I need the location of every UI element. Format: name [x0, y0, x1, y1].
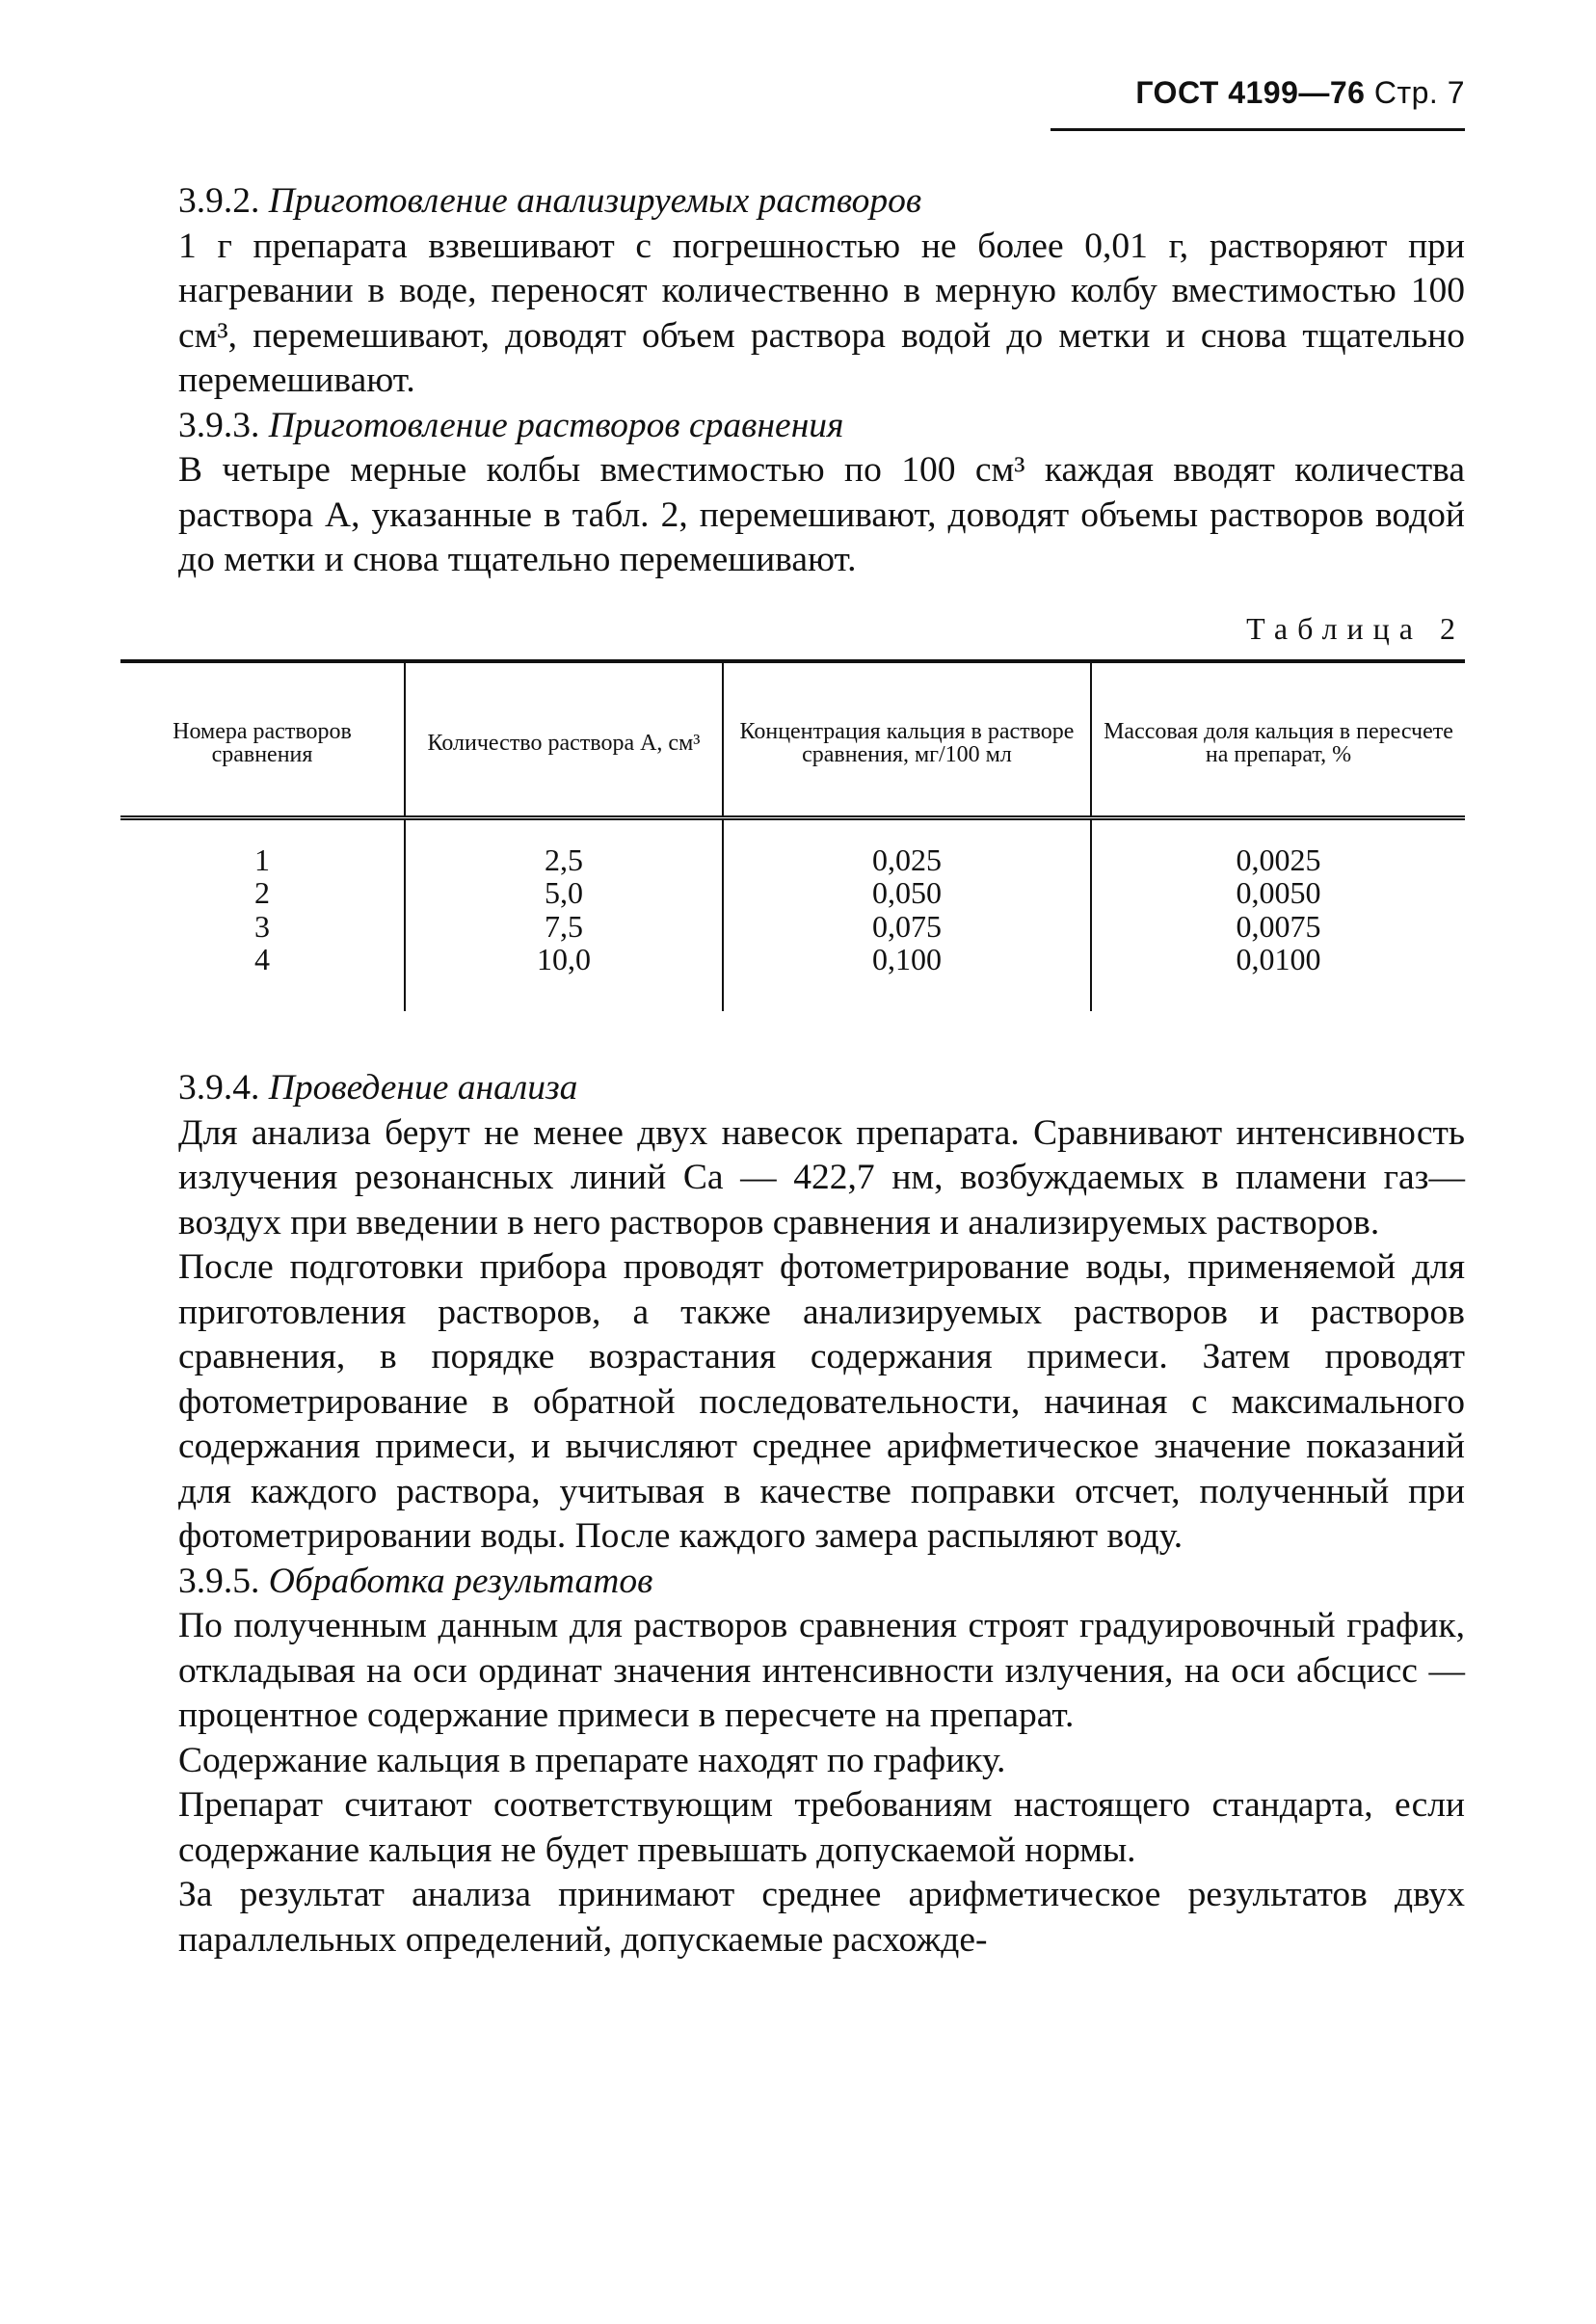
- section-395-number: 3.9.5.: [178, 1561, 260, 1601]
- section-394-para-1: Для анализа берут не менее двух навесок препарата. Сравнивают интенсивность излучения резонансных линий Ca — 422,7 нм, возбуждаемых в пламени газ—воздух при введении в него растворов сравнения и анализируемых растворов.: [178, 1112, 1465, 1242]
- section-394-title: Проведение анализа: [268, 1068, 578, 1108]
- table-caption: Таблица 2: [1246, 611, 1465, 646]
- table-cell: 0,0050: [1236, 875, 1321, 910]
- table-row: [120, 817, 1465, 1011]
- reference-solutions-table: [120, 659, 1465, 1011]
- header-volume: Количество раствора А, см³: [405, 661, 723, 817]
- section-395-para-2: Содержание кальция в препарате находят по графику.: [178, 1740, 1006, 1780]
- section-393-heading: [178, 404, 1465, 449]
- section-392-title: Приготовление анализируемых растворов: [268, 181, 922, 221]
- table-cell: 0,0100: [1236, 942, 1321, 976]
- gost-number: ГОСТ 4199—76: [1135, 75, 1366, 110]
- table-cell: 5,0: [545, 875, 583, 910]
- header-concentration: Концентрация кальция в растворе сравнения, мг/100 мл: [723, 661, 1091, 817]
- table-cell: 0,100: [872, 942, 942, 976]
- section-393-text: В четыре мерные колбы вместимостью по 100 см³ каждая вводят количества раствора А, указанные в табл. 2, перемешивают, доводят объемы растворов водой до метки и снова тщательно перемешивают.: [178, 450, 1465, 579]
- table-cell: 7,5: [545, 908, 583, 944]
- running-header: [1051, 75, 1465, 131]
- column-mass-fraction: [1091, 817, 1465, 1011]
- table-cell: 4: [254, 942, 270, 976]
- table-header-row: [120, 661, 1465, 817]
- sections-392-393: [178, 179, 1465, 583]
- section-395-para-3: Препарат считают соответствующим требованиям настоящего стандарта, если содержание кальция не будет превышать допускаемой нормы.: [178, 1785, 1465, 1870]
- section-392-number: 3.9.2.: [178, 181, 260, 221]
- table-cell: 3: [254, 908, 270, 944]
- table-cell: 0,0075: [1236, 908, 1321, 944]
- table-cell: 10,0: [537, 942, 591, 976]
- section-393-number: 3.9.3.: [178, 405, 260, 445]
- column-solution-number: [120, 817, 405, 1011]
- section-394-heading: [178, 1066, 1465, 1111]
- section-395-heading: [178, 1560, 1465, 1605]
- sections-394-395: [178, 1066, 1465, 1963]
- table-cell: 1: [254, 841, 270, 877]
- section-395-title: Обработка результатов: [268, 1561, 653, 1601]
- section-392-text: 1 г препарата взвешивают с погрешностью не более 0,01 г, растворяют при нагревании в воде, переносят количественно в мерную колбу вместимостью 100 см³, перемешивают, доводят объем раствора водой до метки и снова тщательно перемешивают.: [178, 226, 1465, 400]
- header-solution-number: Номера растворов сравнения: [173, 718, 352, 767]
- table-cell: 2: [254, 875, 270, 910]
- table-cell: 2,5: [545, 841, 583, 877]
- section-394-para-2: После подготовки прибора проводят фотометрирование воды, применяемой для приготовления растворов, а также анализируемых растворов и растворов сравнения, в порядке возрастания содержания примеси. Затем проводят фотометрирование в обратной последовательности, начиная с максимального содержания примеси, и вычисляют среднее арифметическое значение показаний для каждого раствора, учитывая в качестве поправки отсчет, полученный при фотометрировании воды. После каждого замера распыляют воду.: [178, 1247, 1465, 1556]
- page-number: Стр. 7: [1373, 75, 1465, 110]
- section-393-title: Приготовление растворов сравнения: [268, 405, 844, 445]
- table-2: [120, 659, 1465, 1011]
- table-cell: 0,050: [872, 875, 942, 910]
- section-394-number: 3.9.4.: [178, 1068, 260, 1108]
- section-395-para-4: За результат анализа принимают среднее арифметическое результатов двух параллельных определений, допускаемые расхожде-: [178, 1875, 1465, 1960]
- section-395-para-1: По полученным данным для растворов сравнения строят градуировочный график, откладывая на оси ординат значения интенсивности излучения, на оси абсцисс — процентное содержание примеси в пересчете на препарат.: [178, 1606, 1465, 1735]
- table-cell: 0,025: [872, 841, 942, 877]
- section-392-heading: [178, 179, 1465, 225]
- table-cell: 0,0025: [1236, 841, 1321, 877]
- column-concentration: [723, 817, 1091, 1011]
- column-volume: [405, 817, 723, 1011]
- table-cell: 0,075: [872, 908, 942, 944]
- header-mass-fraction: Массовая доля кальция в пересчете на препарат, %: [1091, 661, 1465, 817]
